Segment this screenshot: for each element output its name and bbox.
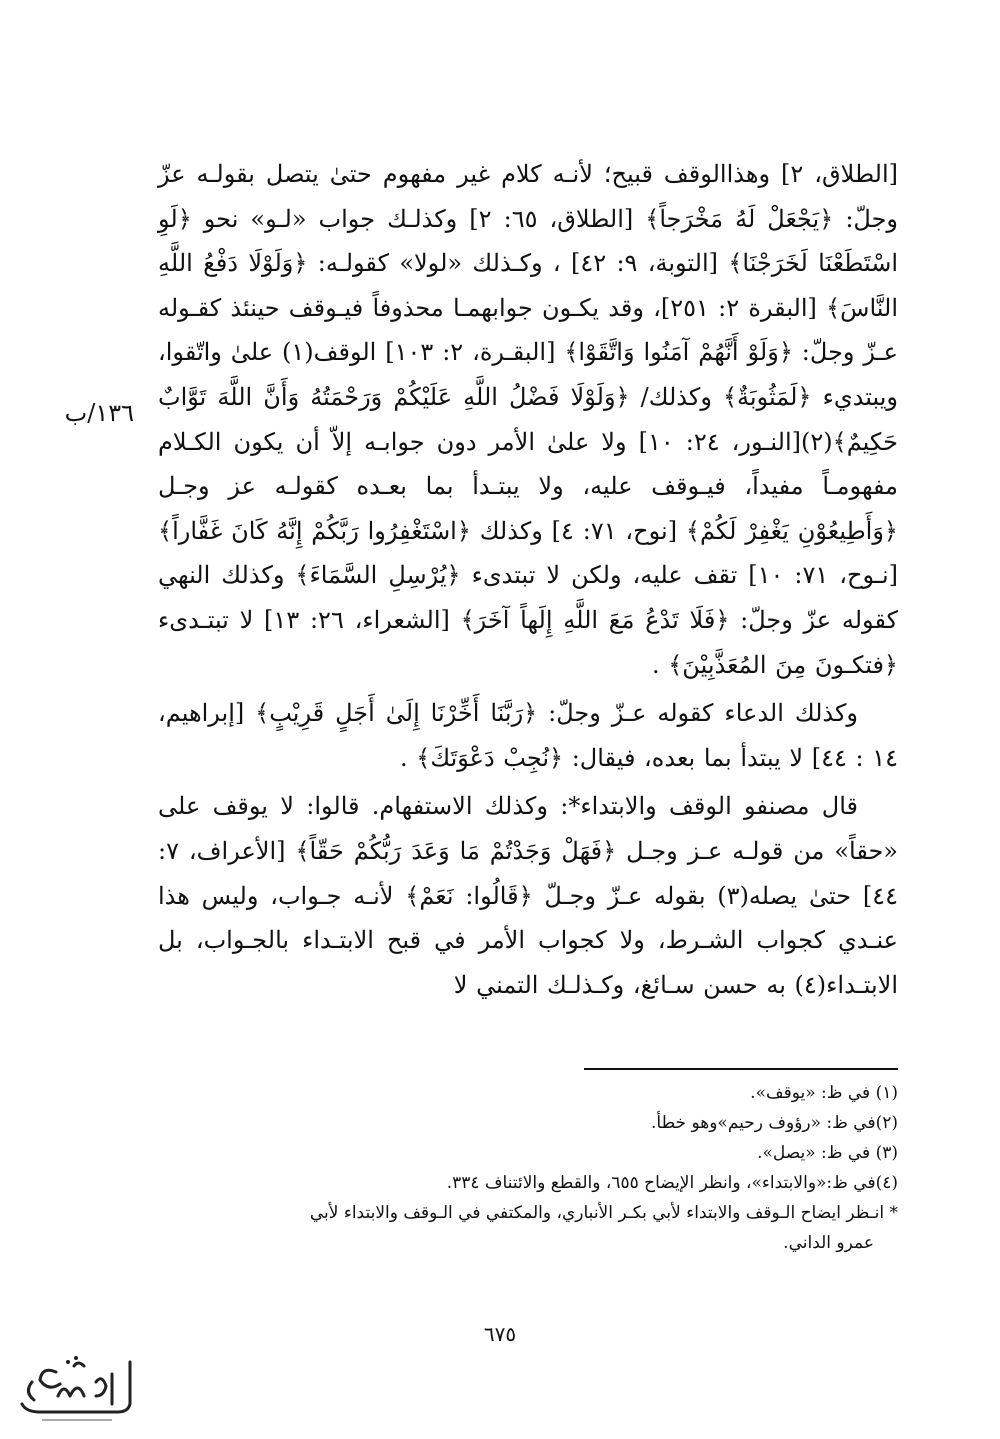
footnote-divider xyxy=(584,1068,898,1070)
calligraphy-logo xyxy=(12,1352,142,1428)
footnote-4: (٤)في ظ:«والابتداء»، وانظر الإيضاح ٦٥٥، والقطع والائتناف ٣٣٤. xyxy=(446,1173,898,1193)
footnote-3: (٣) في ظ: «يصل». xyxy=(757,1143,898,1163)
footnote-star: * انـظر ايضاح الـوقف والابتداء لأبي بكـر الأنباري، والمكتفي في الـوقف والابتداء لأبي xyxy=(309,1203,898,1223)
main-text-body xyxy=(158,152,898,1007)
page-number: ٦٧٥ xyxy=(483,1322,517,1346)
paragraph-3: قال مصنفو الوقف والابتداء*: وكذلك الاستفهام. قالوا: لا يوقف على «حقاً» من قولـه عـز وجـل ﴿فَهَلْ وَجَدْتُمْ مَا وَعَدَ رَبُّكُمْ حَقّاً﴾ [الأعراف، ٧: ٤٤] حتىٰ يصله(٣) بقوله عـزّ وجـلّ ﴿قَالُوا: نَعَمْ﴾ لأنـه جـواب، وليس هذا عنـدي كجواب الشـرط، ولا كجواب الأمر في قبح الابتـداء بالجـواب، بل الابتـداء(٤) به حسن سـائغ، وكـذلـك التمني لا xyxy=(158,792,898,999)
paragraph-2: وكذلك الدعاء كقوله عـزّ وجلّ: ﴿رَبَّنَا أَخِّرْنَا إِلَىٰ أَجَلٍ قَرِيْبٍ﴾ [إبراهيم، ١٤ : ٤٤] لا يبتدأ بما بعده، فيقال: ﴿نُجِبْ دَعْوَتَكَ﴾ . xyxy=(158,699,898,772)
footnote-2: (٢)في ظ: «رؤوف رحيم»وهو خطأ. xyxy=(651,1113,898,1133)
footnote-star-continued: عمرو الداني. xyxy=(783,1233,874,1253)
footnote-1: (١) في ظ: «يوقف». xyxy=(750,1083,898,1103)
paragraph-1: [الطلاق، ٢] وهذاالوقف قبيح؛ لأنـه كلام غير مفهوم حتىٰ يتصل بقولـه عزّ وجلّ: ﴿يَجْعَلْ لَهُ مَخْرَجاً﴾ [الطلاق، ٦٥: ٢] وكذلـك جواب «لـو» نحو ﴿لَوِ اسْتَطَعْنَا لَخَرَجْنَا﴾ [التوبة، ٩: ٤٢] ، وكـذلك «لولا» كقولـه: ﴿وَلَوْلَا دَفْعُ اللَّهِ النَّاسَ﴾ [البقرة ٢: ٢٥١]، وقد يكـون جوابهمـا محذوفاً فيـوقف حينئذ كقـوله عـزّ وجلّ: ﴿وَلَوْ أَنَّهُمْ آمَنُوا وَاتَّقَوْا﴾ [البقـرة، ٢: ١٠٣] الوقف(١) علىٰ واتّقوا، ويبتديء ﴿لَمَثُوبَةٌ﴾ وكذلك/ ﴿وَلَوْلَا فَضْلُ اللَّهِ عَلَيْكُمْ وَرَحْمَتُهُ وَأَنَّ اللَّهَ تَوَّابٌ حَكِيمٌ﴾(٢)[النـور، ٢٤: ١٠] ولا علىٰ الأمر دون جوابـه إلاّ أن يكون الكـلام مفهومـاً مفيداً، فيـوقف عليه، ولا يبتـدأ بما بعـده كقولـه عز وجـل ﴿وَأَطِيعُوْنِ يَغْفِرْ لَكُمْ﴾ [نوح، ٧١: ٤] وكذلك ﴿اسْتَغْفِرُوا رَبَّكُمْ إِنَّهُ كَانَ غَفَّاراً﴾ [نـوح، ٧١: ١٠] تقف عليه، ولكن لا تبتدىء ﴿يُرْسِلِ السَّمَاءَ﴾ وكذلك النهي كقوله عزّ وجلّ: ﴿فَلَا تَدْعُ مَعَ اللَّهِ إِلَهاً آخَرَ﴾ [الشعراء، ٢٦: ١٣] لا تبتـدىء ﴿فتكـونَ مِنَ المُعَذَّبِيْنَ﴾ . xyxy=(158,160,899,679)
margin-folio-note: ١٣٦/ب xyxy=(64,399,134,427)
footnotes xyxy=(158,1078,898,1258)
